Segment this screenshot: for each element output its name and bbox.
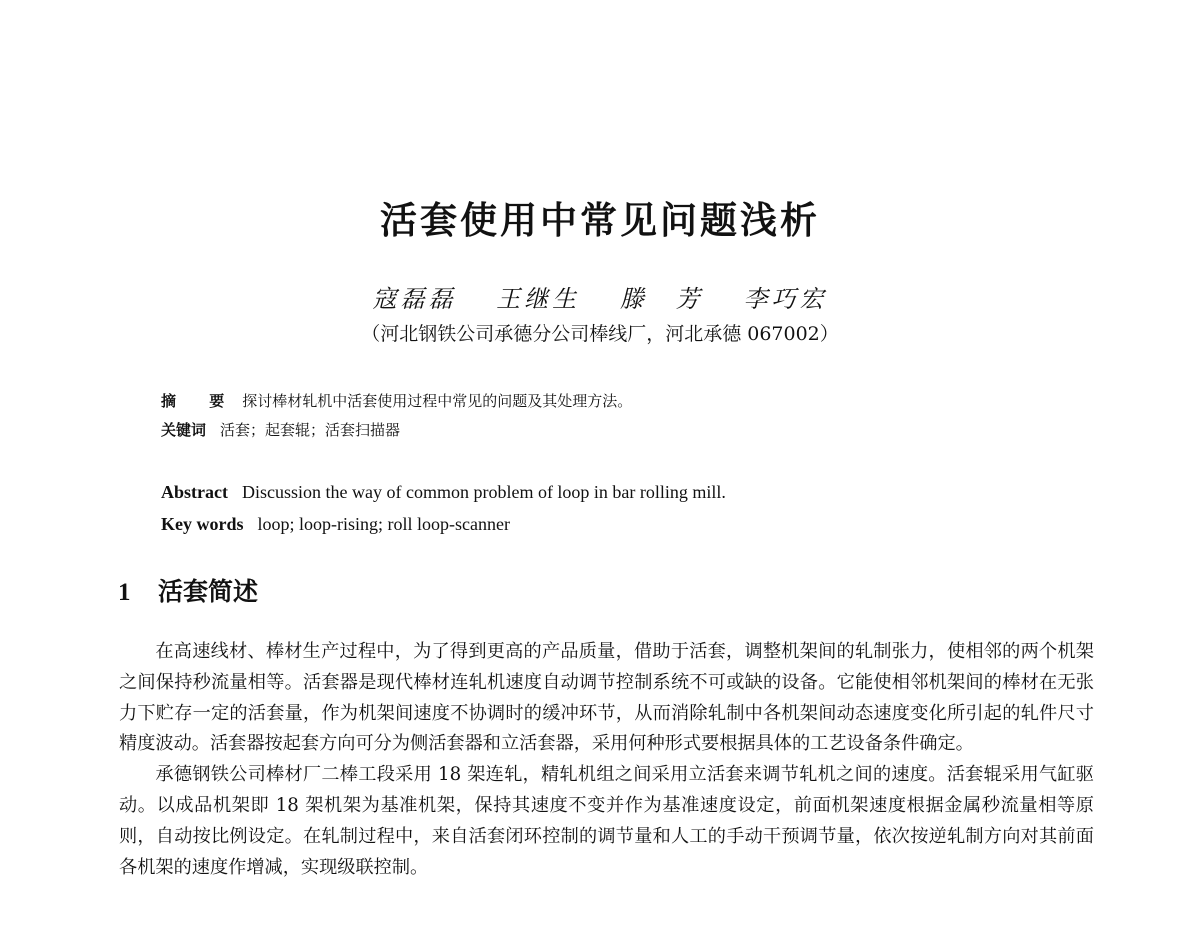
- keywords-cn-label: 关键词: [161, 421, 207, 439]
- keywords-en: [161, 511, 510, 537]
- section-body: [119, 637, 1094, 883]
- keywords-cn-text: 活套；起套辊；活套扫描器: [220, 421, 401, 439]
- section-title: 活套简述: [158, 577, 259, 606]
- author-list: [0, 282, 1200, 316]
- keywords-en-text: loop; loop-rising; roll loop-scanner: [257, 514, 510, 534]
- author-name: 李巧宏: [743, 285, 828, 313]
- author-name: 王继生: [496, 285, 581, 313]
- body-paragraph: 在高速线材、棒材生产过程中，为了得到更高的产品质量，借助于活套，调整机架间的轧制张力，使相邻的两个机架之间保持秒流量相等。活套器是现代棒材连轧机速度自动调节控制系统不可或缺的设备。它能使相邻机架间的棒材在无张力下贮存一定的活套量，作为机架间速度不协调时的缓冲环节，从而消除轧制中各机架间动态速度变化所引起的轧件尺寸精度波动。活套器按起套方向可分为侧活套器和立活套器，采用何种形式要根据具体的工艺设备条件确定。: [119, 641, 1094, 755]
- paper-title: 活套使用中常见问题浅析: [380, 199, 820, 242]
- keywords-cn: [161, 419, 400, 441]
- keywords-en-label: Key words: [161, 514, 244, 534]
- abstract-cn-text: 探讨棒材轧机中活套使用过程中常见的问题及其处理方法。: [242, 392, 633, 410]
- abstract-cn-label: 摘 要: [161, 392, 239, 410]
- section-number: 1: [118, 579, 131, 606]
- author-affiliation: （河北钢铁公司承德分公司棒线厂，河北承德 067002）: [361, 323, 839, 345]
- author-name: 寇磊磊: [372, 285, 457, 313]
- abstract-en: [161, 479, 726, 505]
- author-name: 滕 芳: [619, 285, 704, 313]
- body-paragraph: 承德钢铁公司棒材厂二棒工段采用 18 架连轧，精轧机组之间采用立活套来调节轧机之间的速度。活套辊采用气缸驱动。以成品机架即 18 架机架为基准机架，保持其速度不变并作为基准速度设定，前面机架速度根据金属秒流量相等原则，自动按比例设定。在轧制过程中，来自活套闭环控制的调节量和人工的手动干预调节量，依次按逆轧制方向对其前面各机架的速度作增减，实现级联控制。: [119, 764, 1094, 878]
- abstract-en-label: Abstract: [161, 482, 228, 502]
- abstract-en-text: Discussion the way of common problem of loop in bar rolling mill.: [241, 482, 726, 502]
- section-heading: [118, 574, 258, 611]
- abstract-cn: [161, 390, 632, 412]
